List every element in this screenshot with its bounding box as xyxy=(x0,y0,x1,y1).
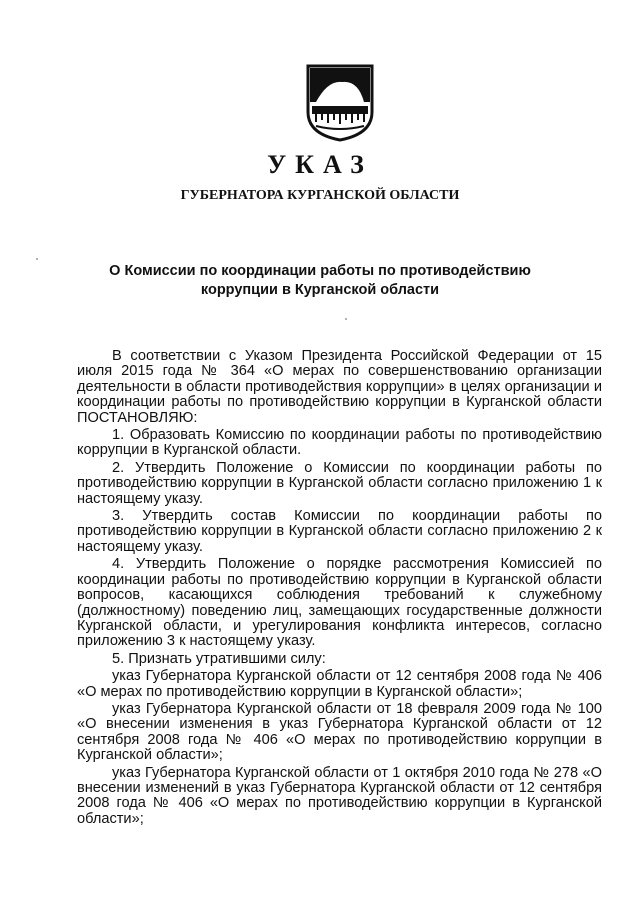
scan-speck xyxy=(345,318,347,320)
paragraph: 5. Признать утратившими силу: xyxy=(112,650,326,667)
document-body xyxy=(77,349,602,829)
scan-speck xyxy=(36,258,38,260)
decree-subtitle: ГУБЕРНАТОРА КУРГАНСКОЙ ОБЛАСТИ xyxy=(180,188,460,203)
heading-line: О Комиссии по координации работы по противодействию xyxy=(109,263,531,279)
paragraph: 3. Утвердить состав Комиссии по координации работы по противодействию коррупции в Курганской области согласно приложению 2 к настоящему указу. xyxy=(77,508,602,555)
decree-title: УКАЗ xyxy=(267,150,373,179)
paragraph: указ Губернатора Курганской области от 1 октября 2010 года № 278 «О внесении изменений в указ Губернатора Курганской области от 12 сентября 2008 года № 406 «О мерах по противодействию коррупции в Курганской области»; xyxy=(77,764,602,827)
paragraph: указ Губернатора Курганской области от 18 февраля 2009 года № 100 «О внесении изменения в указ Губернатора Курганской области от 12 сентября 2008 года № 406 «О мерах по противодействию коррупции в Курганской области»; xyxy=(77,700,602,764)
paragraph: 2. Утвердить Положение о Комиссии по координации работы по противодействию коррупции в Курганской области согласно приложению 1 к настоящему указу. xyxy=(77,459,602,507)
paragraph: 1. Образовать Комиссию по координации работы по противодействию коррупции в Курганской области. xyxy=(77,427,602,459)
paragraph: 4. Утвердить Положение о порядке рассмотрения Комиссией по координации работы по противодействию коррупции в Курганской области вопросов, касающихся соблюдения требований к служебному (должностному) поведению лиц, замещающих государственные должности Курганской области, и урегулирования конфликта интересов, согласно приложению 3 к настоящему указу. xyxy=(77,556,602,650)
heading-line: коррупции в Курганской области xyxy=(200,282,440,298)
paragraph: указ Губернатора Курганской области от 12 сентября 2008 года № 406 «О мерах по противодействию коррупции в Курганской области»; xyxy=(77,668,602,700)
kurgan-coat-of-arms-icon xyxy=(302,62,378,142)
paragraph: В соответствии с Указом Президента Российской Федерации от 15 июля 2015 года № 364 «О мерах по совершенствованию организации деятельности в области противодействия коррупции» в целях организации и координации работы по противодействию коррупции в Курганской области ПОСТАНОВЛЯЮ: xyxy=(77,348,602,426)
document-heading xyxy=(100,262,540,300)
